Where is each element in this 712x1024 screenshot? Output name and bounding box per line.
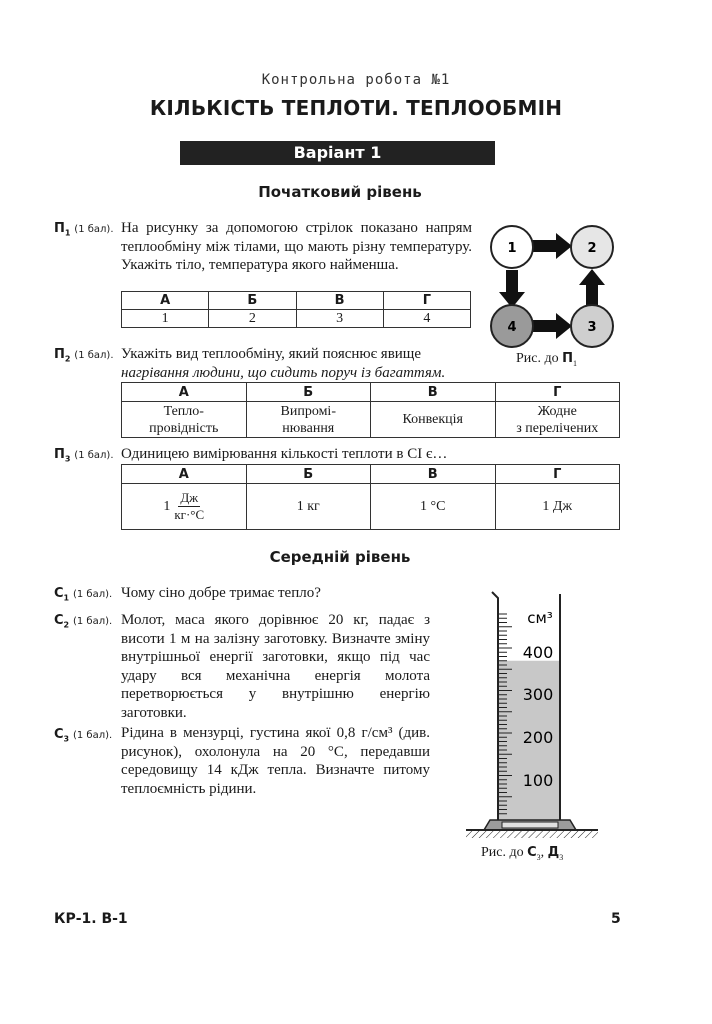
variant-banner: Варіант 1 — [180, 141, 495, 165]
figure-caption-p1: Рис. до $П_1$ — [516, 351, 578, 368]
answer-cell[interactable]: Тепло- провідність — [122, 402, 247, 438]
figure-caption-c3: Рис. до $С_3$, $Д_3$ — [481, 845, 564, 862]
node-label: 3 — [587, 320, 597, 335]
answer-cell[interactable]: 1 °С — [371, 484, 496, 530]
arrow-shaft — [532, 320, 556, 332]
header-cell: Г — [495, 383, 620, 402]
header-cell: В — [371, 465, 496, 484]
arrow-shaft — [506, 270, 518, 292]
page-number: 5 — [611, 911, 621, 927]
question-label-c3: $С_3$ (1 бал). — [54, 727, 113, 744]
ground-hatch — [466, 830, 598, 838]
answer-cell[interactable]: 1 кг — [246, 484, 371, 530]
question-text-c1: Чому сіно добре тримає тепло? — [121, 585, 321, 601]
node-label: 1 — [507, 241, 517, 256]
answer-cell[interactable]: 2 — [209, 310, 296, 328]
scale-label: 100 — [522, 771, 554, 790]
arrow-shaft — [586, 285, 598, 307]
answer-cell[interactable]: 1 Дж кг·°С — [122, 484, 247, 530]
question-label-c1: $С_1$ (1 бал). — [54, 586, 113, 603]
question-text-c2: Молот, маса якого дорівнює 20 кг, падає з висоти 1 м на залізну заготовку. Визначте зміну внутрішньої енергії заготовки, якщо під час удару вся механічна енергія молота перетворюється у внутрішню енергію заготовки. — [121, 612, 430, 721]
question-label-c2: $С_2$ (1 бал). — [54, 613, 113, 630]
node-label: 2 — [587, 241, 597, 256]
question-text-p3: Одиницею вимірювання кількості теплоти в СІ є… — [121, 446, 448, 462]
heat-exchange-diagram — [486, 215, 616, 355]
page-title: КІЛЬКІСТЬ ТЕПЛОТИ. ТЕПЛООБМІН — [149, 96, 563, 120]
header-cell: Б — [246, 465, 371, 484]
header-cell: А — [122, 383, 247, 402]
question-label-p2: $П_2$ (1 бал). — [54, 347, 114, 364]
answer-table-p1 — [121, 291, 471, 328]
cylinder-left-wall — [492, 592, 498, 822]
header-cell: Б — [246, 383, 371, 402]
question-text-p1: На рисунку за допомогою стрілок показано напрям теплообміну між тілами, що мають різну температуру. Укажіть тіло, температура якого найменша. — [121, 220, 472, 273]
answer-cell[interactable]: Конвекція — [371, 402, 496, 438]
section-initial-level: Початковий рівень — [258, 183, 422, 201]
answer-cell[interactable]: Випромі- нювання — [246, 402, 371, 438]
answer-cell[interactable]: 4 — [383, 310, 470, 328]
question-label-p1: $П_1$ (1 бал). — [54, 221, 114, 238]
answer-table-p2 — [121, 382, 620, 438]
arrow-right-icon — [556, 233, 572, 259]
scale-label: 400 — [522, 643, 554, 662]
scale-label: 200 — [522, 728, 554, 747]
answer-cell[interactable]: Жодне з перелічених — [495, 402, 620, 438]
footer-code: КР-1. В-1 — [54, 911, 128, 927]
header-cell: Г — [383, 292, 470, 310]
answer-cell[interactable]: 3 — [296, 310, 383, 328]
question-text-p2: Укажіть вид теплообміну, який пояснює явище нагрівання людини, що сидить поруч із багаттям. — [121, 346, 446, 381]
header-cell: Б — [209, 292, 296, 310]
arrow-right-icon — [556, 313, 572, 339]
unit-label: см³ — [527, 609, 553, 627]
answer-table-p3 — [121, 464, 620, 530]
question-text-c3: Рідина в мензурці, густина якої 0,8 г/см³ (див. рисунок), охолонула на 20 °С, передавши середовищу 14 кДж тепла. Визначте питому теплоємність рідини. — [121, 725, 430, 797]
section-middle-level: Середній рівень — [269, 548, 411, 566]
test-kicker: Контрольна робота №1 — [261, 72, 451, 88]
measuring-cylinder-figure — [462, 586, 602, 844]
cylinder-foot — [502, 822, 558, 828]
answer-cell[interactable]: 1 — [122, 310, 209, 328]
question-label-p3: $П_3$ (1 бал). — [54, 447, 114, 464]
header-cell: В — [296, 292, 383, 310]
scale-label: 300 — [522, 685, 554, 704]
header-cell: А — [122, 292, 209, 310]
arrow-up-icon — [579, 269, 605, 285]
node-label: 4 — [507, 320, 517, 335]
arrow-shaft — [532, 240, 556, 252]
header-cell: А — [122, 465, 247, 484]
header-cell: В — [371, 383, 496, 402]
header-cell: Г — [495, 465, 620, 484]
answer-cell[interactable]: 1 Дж — [495, 484, 620, 530]
